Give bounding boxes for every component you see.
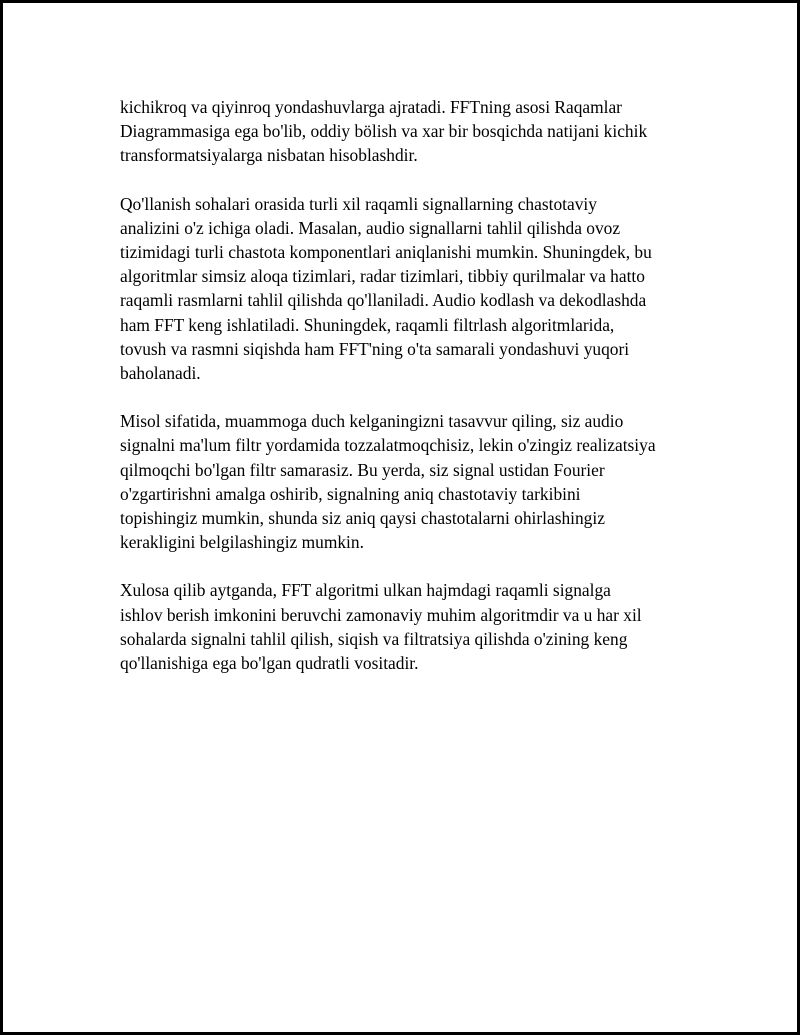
- text-line: raqamli rasmlarni tahlil qilishda qo'llaniladi. Audio kodlash va dekodlashda: [120, 290, 647, 311]
- text-line: sohalarda signalni tahlil qilish, siqish va filtratsiya qilishda o'zining keng: [120, 628, 628, 649]
- text-line: Misol sifatida, muammoga duch kelganingizni tasavvur qiling, siz audio: [120, 411, 624, 432]
- document-body: [120, 95, 700, 699]
- text-line: tovush va rasmni siqishda ham FFT'ning o'ta samarali yondashuvi yuqori: [120, 338, 630, 359]
- text-line: Qo'llanish sohalari orasida turli xil raqamli signallarning chastotaviy: [120, 193, 597, 214]
- text-line: ham FFT keng ishlatiladi. Shuningdek, raqamli filtrlash algoritmlarida,: [120, 314, 615, 335]
- paragraph-fft-intro: [120, 95, 700, 168]
- text-line: o'zgartirishni amalga oshirib, signalning aniq chastotaviy tarkibini: [120, 483, 581, 504]
- text-line: topishingiz mumkin, shunda siz aniq qaysi chastotalarni ohirlashingiz: [120, 508, 605, 529]
- paragraph-conclusion: [120, 578, 700, 675]
- text-line: algoritmlar simsiz aloqa tizimlari, radar tizimlari, tibbiy qurilmalar va hatto: [120, 266, 645, 287]
- text-line: baholanadi.: [120, 363, 201, 384]
- text-line: signalni ma'lum filtr yordamida tozzalatmoqchisiz, lekin o'zingiz realizatsiya: [120, 435, 656, 456]
- text-line: transformatsiyalarga nisbatan hisoblashdir.: [120, 145, 418, 166]
- text-line: Xulosa qilib aytganda, FFT algoritmi ulkan hajmdagi raqamli signalga: [120, 580, 611, 601]
- text-line: kerakligini belgilashingiz mumkin.: [120, 532, 364, 553]
- text-line: kichikroq va qiyinroq yondashuvlarga ajratadi. FFTning asosi Raqamlar: [120, 97, 622, 117]
- text-line: ishlov berish imkonini beruvchi zamonaviy muhim algoritmdir va u har xil: [120, 604, 642, 625]
- text-line: qo'llanishiga ega bo'lgan qudratli vositadir.: [120, 653, 419, 674]
- paragraph-example: [120, 409, 700, 554]
- paragraph-applications: [120, 192, 700, 386]
- text-line: tizimidagi turli chastota komponentlari aniqlanishi mumkin. Shuningdek, bu: [120, 242, 652, 263]
- text-line: analizini o'z ichiga oladi. Masalan, audio signallarni tahlil qilishda ovoz: [120, 217, 621, 238]
- text-line: Diagrammasiga ega bo'lib, oddiy bölish va xar bir bosqichda natijani kichik: [120, 121, 648, 142]
- text-line: qilmoqchi bo'lgan filtr samarasiz. Bu yerda, siz signal ustidan Fourier: [120, 459, 605, 480]
